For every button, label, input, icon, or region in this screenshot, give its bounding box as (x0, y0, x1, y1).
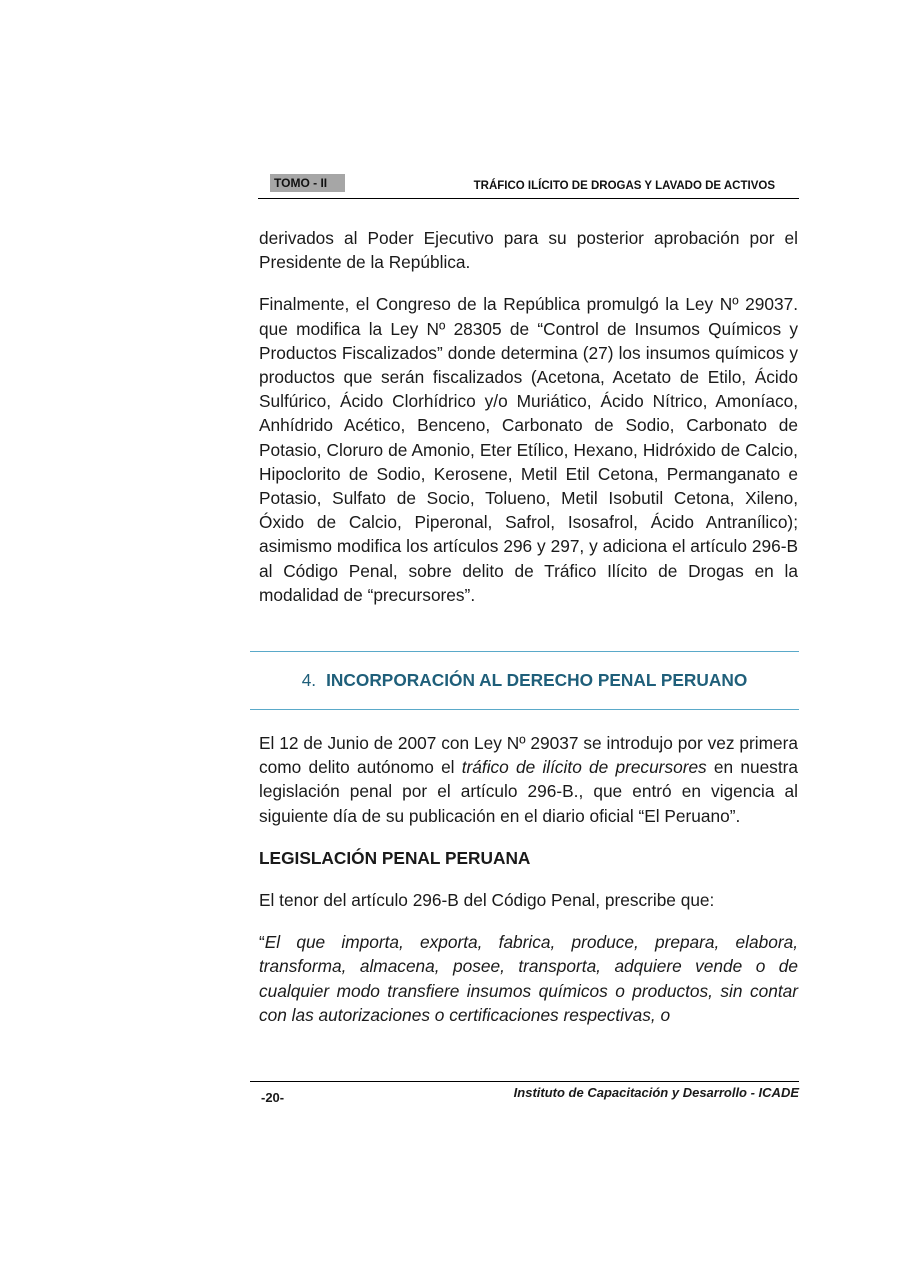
running-title: TRÁFICO ILÍCITO DE DROGAS Y LAVADO DE ACTIVOS (473, 180, 775, 192)
footer-institute: Instituto de Capacitación y Desarrollo - ICADE (513, 1085, 799, 1100)
paragraph-article-intro: El tenor del artículo 296-B del Código Penal, prescribe que: (259, 890, 715, 911)
quote-mark: “ (259, 932, 265, 953)
paragraph-law-29037: Finalmente, el Congreso de la República promulgó la Ley Nº 29037. que modifica la Ley Nº 28305 de “Control de Insumos Químicos y Productos Fiscalizados” donde determina (27) los insumos químicos y productos que serán fiscalizados (Acetona, Acetato de Etilo, Ácido Sulfúrico, Ácido Clorhídrico y/o Muriático, Ácido Nítrico, Amoníaco, Anhídrido Acético, Benceno, Carbonato de Sodio, Carbonato de Potasio, Cloruro de Amonio, Eter Etílico, Hexano, Hidróxido de Calcio, Hipoclorito de Sodio, Kerosene, Metil Etil Cetona, Permanganato e Potasio, Sulfato de Socio, Tolueno, Metil Isobutil Cetona, Xileno, Óxido de Calcio, Piperonal, Safrol, Isosafrol, Ácido Antranílico); asimismo modifica los artículos 296 y 297, y adiciona el artículo 296-B al Código Penal, sobre delito de Tráfico Ilícito de Drogas en la modalidad de “precursores”. (259, 294, 798, 605)
paragraph-incorporation (259, 731, 798, 828)
quote-paragraph (259, 930, 798, 1027)
page-header (258, 172, 799, 199)
section-heading (250, 651, 799, 710)
paragraph-continuation: derivados al Poder Ejecutivo para su posterior aprobación por el Presidente de la República. (259, 228, 798, 273)
section-number: 4. (301, 670, 317, 690)
volume-label: TOMO - II (270, 174, 345, 192)
page-number: -20- (261, 1090, 285, 1105)
subheading: LEGISLACIÓN PENAL PERUANA (259, 847, 531, 868)
text-run: en nuestra legislación penal por el artículo 296-B., que entró en vigencia al siguiente día de su publicación en el diario oficial “El Peruano”. (259, 757, 798, 826)
text-run: El 12 de Junio de 2007 con Ley Nº 29037 se introdujo por vez primera como delito autónomo el (259, 733, 798, 778)
italic-run: tráfico de ilícito de precursores (461, 757, 707, 778)
quote-text: El que importa, exporta, fabrica, produce, prepara, elabora, transforma, almacena, posee, transporta, adquiere vende o de cualquier modo transfiere insumos químicos o productos, sin contar con las autorizaciones o certificaciones respectivas, o (259, 932, 798, 1025)
body-text-lower (259, 731, 798, 1027)
page-footer (250, 1081, 799, 1105)
body-text-upper (259, 226, 798, 607)
section-title: INCORPORACIÓN AL DERECHO PENAL PERUANO (326, 670, 748, 690)
